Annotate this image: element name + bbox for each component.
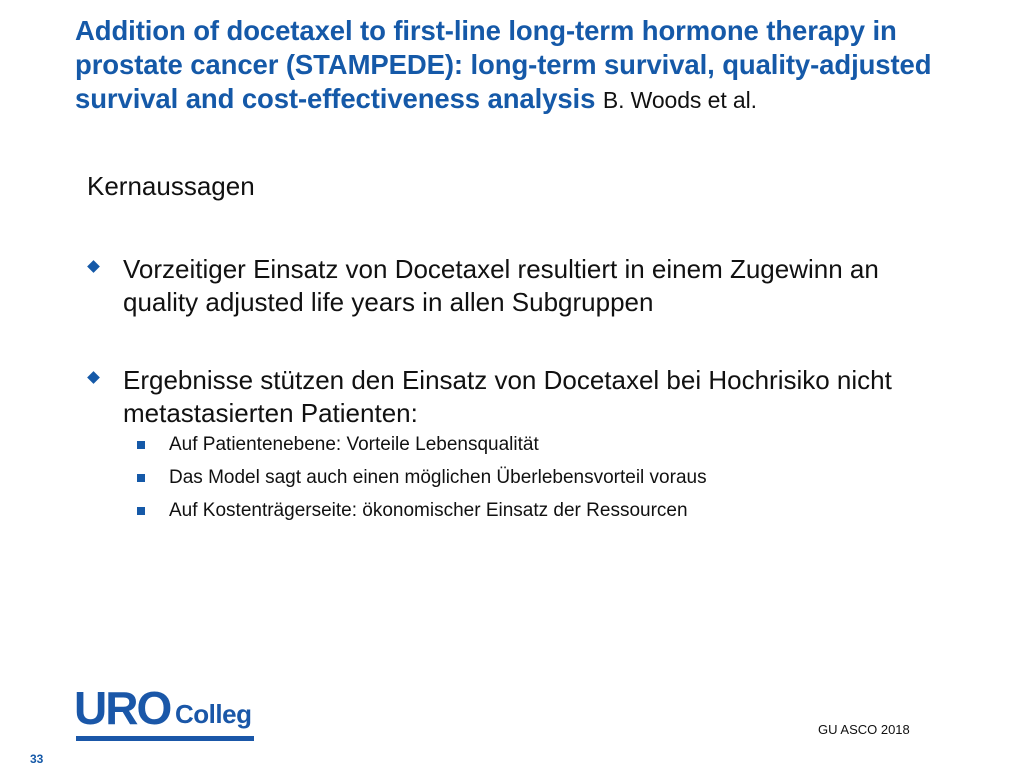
square-bullet-icon (137, 474, 145, 482)
section-heading: Kernaussagen (87, 171, 255, 201)
sub-bullet-text: Auf Kostenträgerseite: ökonomischer Einsatz der Ressourcen (169, 500, 688, 521)
title-text: Addition of docetaxel to first-line long-term hormone therapy in prostate cancer (STAMPEDE): long-term survival, quality-adjusted survival and cost-effectiveness analysis (75, 15, 932, 114)
sub-bullet-item (137, 499, 688, 523)
source-label: GU ASCO 2018 (818, 722, 910, 737)
sub-bullet-text: Das Model sagt auch einen möglichen Überlebensvorteil voraus (169, 467, 707, 488)
sub-bullet-item (137, 466, 707, 490)
sub-bullet-text: Auf Patientenebene: Vorteile Lebensqualität (169, 434, 539, 455)
logo-underline (76, 736, 254, 741)
logo-colleg-text: Colleg (175, 699, 252, 729)
square-bullet-icon (137, 507, 145, 515)
square-bullet-icon (137, 441, 145, 449)
uro-colleg-logo (74, 683, 262, 745)
slide-title (75, 14, 975, 117)
bullet-text: Ergebnisse stützen den Einsatz von Docetaxel bei Hochrisiko nicht metastasierten Patienten: (123, 365, 892, 428)
bullet-text: Vorzeitiger Einsatz von Docetaxel resultiert in einem Zugewinn an quality adjusted life years in allen Subgruppen (123, 254, 879, 317)
bullet-item (87, 253, 947, 319)
author-text: B. Woods et al. (602, 87, 757, 113)
bullet-item (87, 364, 947, 430)
diamond-bullet-icon (87, 371, 100, 384)
page-number: 33 (30, 752, 44, 766)
diamond-bullet-icon (87, 260, 100, 273)
sub-bullet-item (137, 433, 539, 457)
logo-uro-text: URO (74, 682, 171, 734)
